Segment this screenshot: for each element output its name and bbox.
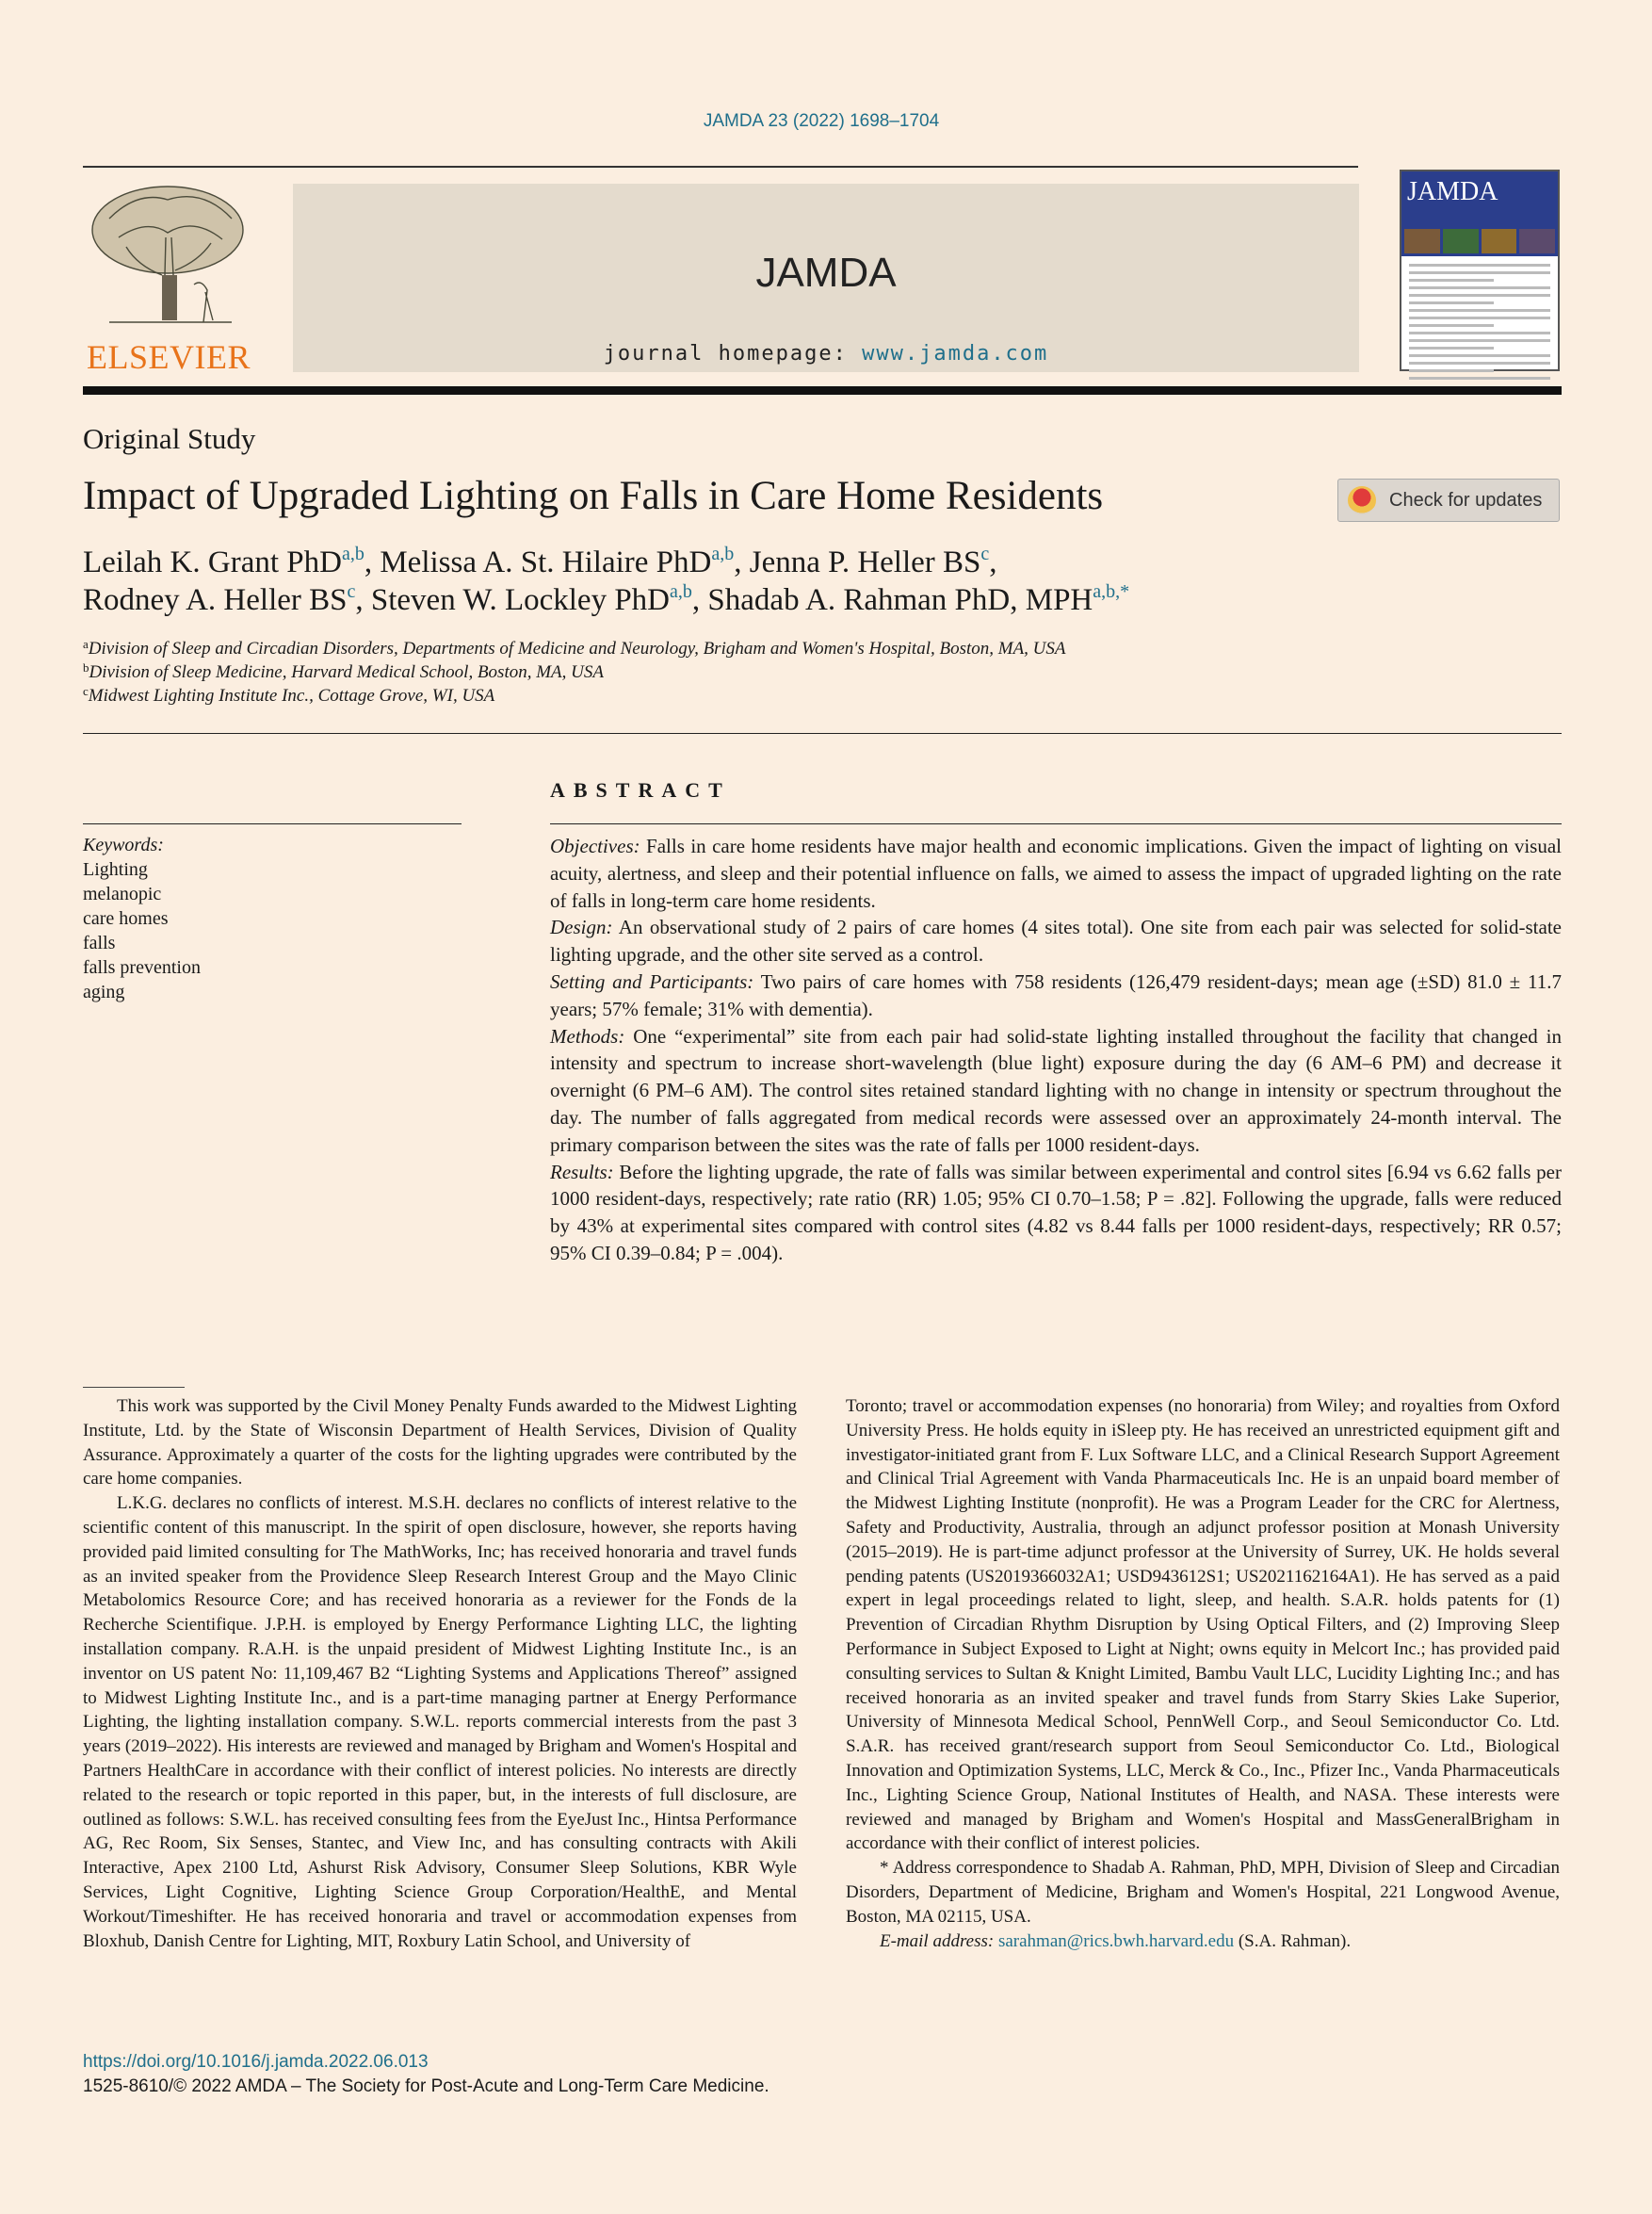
abstract-heading: ABSTRACT [550,778,731,802]
author-affil-ref[interactable]: a,b [341,544,364,564]
affiliation-item: $^b$Division of Sleep Medicine, Harvard Medical School, Boston, MA, USA [83,660,604,682]
footnote-column-right [846,1394,1560,1953]
email-line: E-mail address: sarahman@rics.bwh.harvard.edu (S.A. Rahman). [880,1930,1352,1951]
author-name: Jenna P. Heller BS [749,545,981,579]
keyword-item: falls [83,933,116,953]
author-affil-ref[interactable]: a,b [670,581,692,602]
affiliation-item: $^c$Midwest Lighting Institute Inc., Cottage Grove, WI, USA [83,684,495,706]
masthead-rule [83,386,1562,395]
author-affil-ref[interactable]: c [980,544,990,564]
author-affil-ref[interactable]: c [347,581,356,602]
abstract-design: Design: An observational study of 2 pairs of care homes (4 sites total). One site from each pair was selected for solid-state lighting upgrade, and the other site served as a control. [550,916,1562,967]
affiliations [83,637,1066,708]
elsevier-logo[interactable] [81,181,256,377]
homepage-label: journal homepage: [603,342,863,366]
author-affil-ref[interactable]: a,b,* [1093,581,1130,602]
keywords-rule [83,823,462,824]
keyword-item: aging [83,982,125,1002]
journal-banner [293,184,1359,372]
cover-image-strip [1401,226,1558,256]
homepage-link[interactable]: www.jamda.com [862,342,1049,366]
abstract-methods: Methods: One “experimental” site from each pair had solid-state lighting installed throughout the facility that changed in intensity and spectrum to increase short-wavelength (blue light) exposure during the day (6 AM–6 PM) and decrease it overnight (6 PM–6 AM). The control sites retained standard lighting with no change in intensity or spectrum throughout the day. The number of falls aggregated from medical records were assessed over an approximately 24-month interval. The primary comparison between the sites was the rate of falls per 1000 resident-days. [550,1024,1562,1156]
funding-note: This work was supported by the Civil Money Penalty Funds awarded to the Midwest Lighting Institute, Ltd. by the State of Wisconsin Department of Health Services, Division of Quality Assurance. Approximately a quarter of the costs for the lighting upgrades were contributed by the care home companies. [83,1396,797,1490]
affiliation-item: $^a$Division of Sleep and Circadian Disorders, Departments of Medicine and Neurology, Brigham and Women's Hospital, Boston, MA, USA [83,637,1066,659]
check-updates-label: Check for updates [1389,489,1543,511]
doi-link[interactable]: https://doi.org/10.1016/j.jamda.2022.06.013 [83,2052,429,2072]
header-rule [83,166,1358,168]
publisher-name: ELSEVIER [87,338,251,376]
author-affil-ref[interactable]: a,b [711,544,735,564]
cover-text-lines [1401,256,1558,380]
author-list: Leilah K. Grant PhD$^{a,b}$, Melissa A. St. Hilaire PhD$^{a,b}$, Jenna P. Heller $BS^c$, Rodney A. Heller $BS^c$, Steven W. Lockley PhD$^{a,b}$, Shadab A. Rahman PhD, $MPH^{a,b,*}$ [83,544,1130,617]
abstract-rule [550,823,1562,824]
correspondence-note: * Address correspondence to Shadab A. Rahman, PhD, MPH, Division of Sleep and Circadian Disorders, Department of Medicine, Brigham and Women's Hospital, 221 Longwood Avenue, Boston, MA 02115, USA. [846,1858,1560,1927]
abstract-objectives: Objectives: Falls in care home residents have major health and economic implications. Given the impact of lighting on visual acuity, alertness, and sleep and their potential influence on falls, we aimed to assess the impact of upgraded lighting on the rate of falls in long-term care home residents. [550,835,1562,912]
running-head: JAMDA 23 (2022) 1698–1704 [703,111,940,131]
footnote-column-left [83,1394,797,1953]
abstract-setting: Setting and Participants: Two pairs of care homes with 758 residents (126,479 resident-days; mean age (±SD) 81.0 ± 11.7 years; 57% female; 31% with dementia). [550,969,1562,1020]
issn-copyright: 1525-8610/© 2022 AMDA – The Society for Post-Acute and Long-Term Care Medicine. [83,2076,769,2096]
author-name: Leilah K. Grant PhD [83,545,342,579]
author-name: Melissa A. St. Hilaire PhD [380,545,712,579]
crossmark-icon [1348,486,1376,514]
journal-cover[interactable] [1400,170,1560,371]
article-title: Impact of Upgraded Lighting on Falls in Care Home Residents [83,474,1104,518]
abstract-body [550,833,1562,1267]
article-type: Original Study [83,422,256,455]
author-name: Shadab A. Rahman PhD, MPH [707,583,1093,617]
journal-title: JAMDA [755,250,897,296]
keyword-item: melanopic [83,884,162,904]
footnote-rule [83,1387,185,1388]
keywords-box [83,833,201,1004]
author-name: Steven W. Lockley PhD [370,583,671,617]
author-name: Rodney A. Heller BS [83,583,348,617]
keyword-item: Lighting [83,859,148,880]
cover-title: JAMDA [1401,171,1558,226]
keyword-item: falls prevention [83,957,201,978]
keywords-label: Keywords: [83,835,164,855]
conflict-note-continued: Toronto; travel or accommodation expenses (no honoraria) from Wiley; and royalties from Oxford University Press. He holds equity in iSleep pty. He has received an unrestricted equipment gift and investigator-initiated grant from F. Lux Software LLC, and a Clinical Research Support Agreement and Clinical Trial Agreement with Vanda Pharmaceuticals Inc. He is an unpaid board member of the Midwest Lighting Institute (nonprofit). He was a Program Leader for the CRC for Alertness, Safety and Productivity, Australia, through an adjunct professor position at Monash University (2015–2019). He is part-time adjunct professor at the University of Surrey, UK. He holds several pending patents (US2019366032A1; USD943612S1; US2021162164A1). He has served as a paid expert in legal proceedings related to light, sleep, and health. S.A.R. holds patents for (1) Prevention of Circadian Rhythm Disruption by Using Optical Filters, and (2) Improving Sleep Performance in Subject Exposed to Light at Night; owns equity in Melcort Inc.; has provided paid consulting services to Sultan & Knight Limited, Bambu Vault LLC, Lucidity Lighting Inc.; and has received honoraria as an invited speaker and travel funds from Starry Skies Lake Superior, University of Minnesota Medical School, PennWell Corp., and Seoul Semiconductor Co. Ltd. S.A.R. has received grant/research support from Seoul Semiconductor Co. Ltd., Biological Innovation and Optimization Systems, LLC, Merck & Co., Inc., Pfizer Inc., Vanda Pharmaceuticals Inc., Lighting Science Group, National Institutes of Health, and NASA. These interests were reviewed and managed by Brigham and Women's Hospital and MassGeneralBrigham in accordance with their conflict of interest policies. [846,1396,1560,1854]
email-link[interactable]: sarahman@rics.bwh.harvard.edu [997,1930,1235,1951]
section-rule [83,733,1562,734]
check-for-updates-button[interactable] [1337,479,1560,522]
abstract-results: Results: Before the lighting upgrade, the rate of falls was similar between experimental and control sites [6.94 vs 6.62 falls per 1000 resident-days, respectively; rate ratio (RR) 1.05; 95% CI 0.70–1.58; P = .82]. Following the upgrade, falls were reduced by 43% at experimental sites compared with control sites (4.82 vs 8.44 falls per 1000 resident-days, respectively; RR 0.57; 95% CI 0.39–0.84; P = .004). [550,1160,1562,1264]
conflict-note: L.K.G. declares no conflicts of interest. M.S.H. declares no conflicts of interest relative to the scientific content of this manuscript. In the spirit of open disclosure, however, she reports having provided paid limited consulting for The MathWorks, Inc; has received honoraria and travel funds as an invited speaker from the Providence Sleep Research Interest Group and the Mayo Clinic Metabolomics Resource Core; and has received honoraria as a reviewer for the Fonds de la Recherche Scientifique. J.P.H. is employed by Energy Performance Lighting LLC, the lighting installation company. R.A.H. is the unpaid president of Midwest Lighting Institute Inc., is an inventor on US patent No: 11,109,467 B2 “Lighting Systems and Applications Thereof” assigned to Midwest Lighting Institute Inc., and is a part-time managing partner at Energy Performance Lighting, the lighting installation company. S.W.L. reports commercial interests from the past 3 years (2019–2022). His interests are reviewed and managed by Brigham and Women's Hospital and Partners HealthCare in accordance with their conflict of interest policies. No interests are directly related to the research or topic reported in this paper, but, in the interests of full disclosure, are outlined as follows: S.W.L. has received consulting fees from the EyeJust Inc., Hintsa Performance AG, Rec Room, Six Senses, Stantec, and View Inc, and has consulting contracts with Akili Interactive, Apex 2100 Ltd, Ashurst Risk Advisory, Consumer Sleep Solutions, KBR Wyle Services, Light Cognitive, Lighting Science Group Corporation/HealthE, and Mental Workout/Timeshifter. He has received honoraria and travel or accommodation expenses from Bloxhub, Danish Centre for Lighting, MIT, Roxbury Latin School, and University of [83,1493,797,1951]
tree-icon [81,181,256,332]
journal-homepage [293,342,1359,366]
keyword-item: care homes [83,908,169,929]
